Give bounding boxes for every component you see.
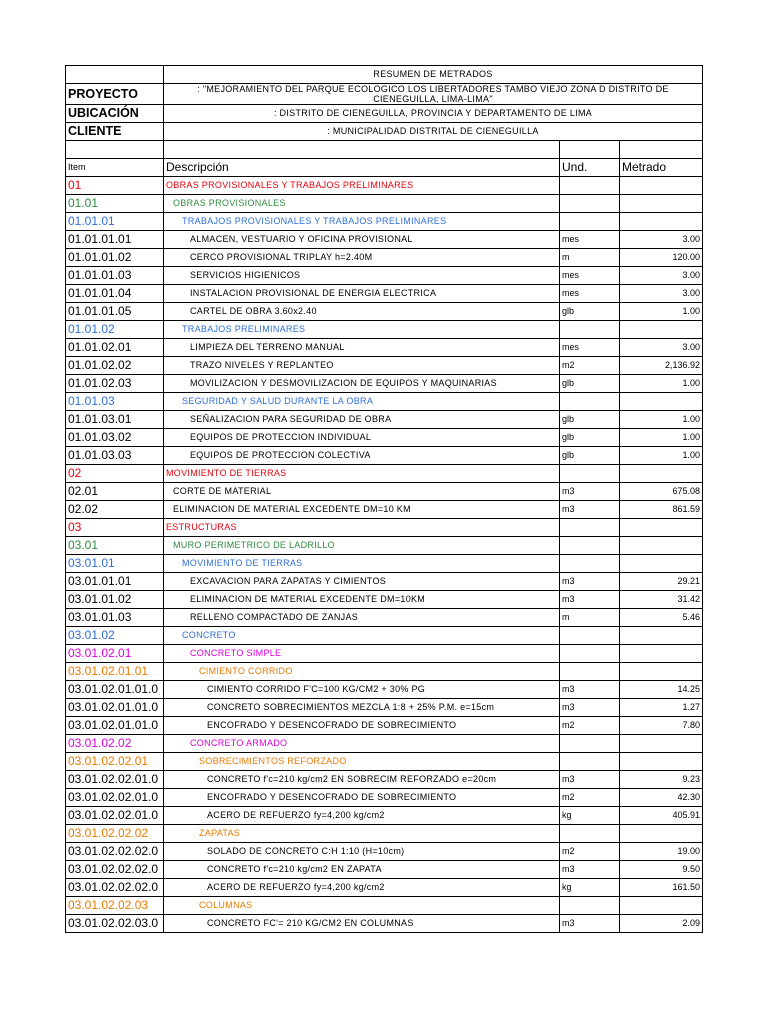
item-unit: [560, 825, 620, 843]
item-description: MURO PERIMETRICO DE LADRILLO: [164, 537, 560, 555]
item-description: COLUMNAS: [164, 897, 560, 915]
item-code: 03.01.02.01.01.0: [66, 681, 164, 699]
item-description: INSTALACION PROVISIONAL DE ENERGIA ELECTRICA: [164, 285, 560, 303]
item-code: 03.01: [66, 537, 164, 555]
table-row: [66, 195, 703, 213]
spacer-row: [66, 141, 703, 159]
item-metrado: 120.00: [620, 249, 703, 267]
proyecto-row: [66, 84, 703, 105]
item-metrado: 1.00: [620, 411, 703, 429]
item-code: 03.01.01.02: [66, 591, 164, 609]
item-description: SOLADO DE CONCRETO C:H 1:10 (H=10cm): [164, 843, 560, 861]
column-header-row: [66, 159, 703, 177]
item-code: 01.01.02.01: [66, 339, 164, 357]
item-metrado: 3.00: [620, 285, 703, 303]
item-metrado: 1.27: [620, 699, 703, 717]
item-unit: m3: [560, 699, 620, 717]
item-description: RELLENO COMPACTADO DE ZANJAS: [164, 609, 560, 627]
table-row: [66, 285, 703, 303]
table-row: [66, 393, 703, 411]
item-metrado: 5.46: [620, 609, 703, 627]
item-unit: mes: [560, 267, 620, 285]
item-code: 03.01.01: [66, 555, 164, 573]
item-code: 03.01.02.01.01: [66, 663, 164, 681]
table-row: [66, 699, 703, 717]
item-description: CONCRETO ARMADO: [164, 735, 560, 753]
item-description: CONCRETO FC'= 210 KG/CM2 EN COLUMNAS: [164, 915, 560, 933]
table-row: [66, 645, 703, 663]
item-code: 03.01.02.02: [66, 735, 164, 753]
item-code: 02: [66, 465, 164, 483]
item-code: 03.01.02.02.02.0: [66, 861, 164, 879]
item-metrado: 3.00: [620, 267, 703, 285]
item-unit: m2: [560, 789, 620, 807]
table-row: [66, 771, 703, 789]
item-description: CIMIENTO CORRIDO: [164, 663, 560, 681]
table-row: [66, 897, 703, 915]
item-code: 02.01: [66, 483, 164, 501]
table-row: [66, 519, 703, 537]
item-code: 01.01.03.03: [66, 447, 164, 465]
item-description: CERCO PROVISIONAL TRIPLAY h=2.40M: [164, 249, 560, 267]
table-row: [66, 339, 703, 357]
item-metrado: [620, 897, 703, 915]
table-row: [66, 177, 703, 195]
item-description: ZAPATAS: [164, 825, 560, 843]
item-metrado: [620, 627, 703, 645]
item-description: CORTE DE MATERIAL: [164, 483, 560, 501]
item-code: 01.01.01.05: [66, 303, 164, 321]
item-description: TRABAJOS PRELIMINARES: [164, 321, 560, 339]
item-metrado: 675.08: [620, 483, 703, 501]
item-metrado: [620, 195, 703, 213]
item-description: SEGURIDAD Y SALUD DURANTE LA OBRA: [164, 393, 560, 411]
item-code: 01.01.03: [66, 393, 164, 411]
item-code: 02.02: [66, 501, 164, 519]
item-unit: m2: [560, 717, 620, 735]
item-code: 03.01.02.02.01.0: [66, 807, 164, 825]
item-code: 01.01.02.02: [66, 357, 164, 375]
col-metrado-header: Metrado: [620, 159, 703, 177]
item-code: 01.01.01.02: [66, 249, 164, 267]
item-description: EQUIPOS DE PROTECCION INDIVIDUAL: [164, 429, 560, 447]
table-row: [66, 681, 703, 699]
item-code: 03.01.02.01.01.0: [66, 717, 164, 735]
table-row: [66, 789, 703, 807]
item-description: CONCRETO SIMPLE: [164, 645, 560, 663]
item-unit: glb: [560, 447, 620, 465]
item-code: 03.01.02.02.01.0: [66, 771, 164, 789]
item-unit: [560, 537, 620, 555]
table-row: [66, 591, 703, 609]
item-unit: glb: [560, 429, 620, 447]
table-row: [66, 213, 703, 231]
metrados-table: [65, 65, 703, 933]
item-code: 03.01.02: [66, 627, 164, 645]
item-metrado: [620, 393, 703, 411]
item-description: CONCRETO SOBRECIMIENTOS MEZCLA 1:8 + 25% P.M. e=15cm: [164, 699, 560, 717]
item-metrado: 2,136.92: [620, 357, 703, 375]
item-metrado: [620, 537, 703, 555]
item-code: 03.01.02.02.01.0: [66, 789, 164, 807]
item-unit: m2: [560, 843, 620, 861]
item-unit: m3: [560, 681, 620, 699]
item-unit: [560, 465, 620, 483]
item-code: 03.01.02.01.01.0: [66, 699, 164, 717]
proyecto-label: PROYECTO: [66, 84, 164, 105]
item-description: SERVICIOS HIGIENICOS: [164, 267, 560, 285]
item-code: 01.01.01.03: [66, 267, 164, 285]
item-metrado: 42.30: [620, 789, 703, 807]
item-metrado: 7.80: [620, 717, 703, 735]
table-row: [66, 717, 703, 735]
item-code: 03.01.02.02.03: [66, 897, 164, 915]
item-unit: [560, 645, 620, 663]
item-unit: [560, 321, 620, 339]
item-description: TRAZO NIVELES Y REPLANTEO: [164, 357, 560, 375]
item-unit: m: [560, 249, 620, 267]
item-unit: [560, 195, 620, 213]
cliente-label: CLIENTE: [66, 123, 164, 141]
item-unit: m3: [560, 501, 620, 519]
item-metrado: [620, 213, 703, 231]
title-row: [66, 66, 703, 84]
table-row: [66, 555, 703, 573]
item-metrado: 9.23: [620, 771, 703, 789]
item-metrado: [620, 663, 703, 681]
item-description: CONCRETO f'c=210 kg/cm2 EN ZAPATA: [164, 861, 560, 879]
ubicacion-label: UBICACIÓN: [66, 105, 164, 123]
cliente-row: [66, 123, 703, 141]
item-unit: [560, 753, 620, 771]
item-description: ENCOFRADO Y DESENCOFRADO DE SOBRECIMIENTO: [164, 717, 560, 735]
item-description: ACERO DE REFUERZO fy=4,200 kg/cm2: [164, 879, 560, 897]
item-description: CIMIENTO CORRIDO F'C=100 KG/CM2 + 30% PG: [164, 681, 560, 699]
item-metrado: 861.59: [620, 501, 703, 519]
col-descripcion-header: Descripción: [164, 159, 560, 177]
item-description: CONCRETO f'c=210 kg/cm2 EN SOBRECIM REFORZADO e=20cm: [164, 771, 560, 789]
title-blank-cell: [66, 66, 164, 84]
item-metrado: 1.00: [620, 375, 703, 393]
item-description: ELIMINACION DE MATERIAL EXCEDENTE DM=10KM: [164, 591, 560, 609]
item-code: 01: [66, 177, 164, 195]
item-metrado: [620, 555, 703, 573]
item-description: SEÑALIZACION PARA SEGURIDAD DE OBRA: [164, 411, 560, 429]
table-row: [66, 321, 703, 339]
item-description: MOVILIZACION Y DESMOVILIZACION DE EQUIPOS Y MAQUINARIAS: [164, 375, 560, 393]
item-unit: mes: [560, 285, 620, 303]
table-row: [66, 915, 703, 933]
item-unit: [560, 897, 620, 915]
item-description: MOVIMIENTO DE TIERRAS: [164, 465, 560, 483]
item-code: 03.01.01.03: [66, 609, 164, 627]
item-unit: glb: [560, 411, 620, 429]
item-code: 03.01.02.02.01: [66, 753, 164, 771]
item-unit: m3: [560, 861, 620, 879]
ubicacion-row: [66, 105, 703, 123]
table-row: [66, 411, 703, 429]
item-unit: mes: [560, 339, 620, 357]
item-unit: m3: [560, 483, 620, 501]
item-description: OBRAS PROVISIONALES: [164, 195, 560, 213]
item-unit: m3: [560, 771, 620, 789]
table-row: [66, 537, 703, 555]
table-row: [66, 573, 703, 591]
item-unit: mes: [560, 231, 620, 249]
item-unit: [560, 735, 620, 753]
item-metrado: 9.50: [620, 861, 703, 879]
item-code: 01.01: [66, 195, 164, 213]
item-code: 03.01.02.02.02.0: [66, 843, 164, 861]
item-unit: kg: [560, 807, 620, 825]
item-code: 03.01.02.01: [66, 645, 164, 663]
item-metrado: 2.09: [620, 915, 703, 933]
table-row: [66, 663, 703, 681]
item-unit: [560, 393, 620, 411]
item-metrado: 14.25: [620, 681, 703, 699]
item-code: 03.01.02.02.03.0: [66, 915, 164, 933]
cliente-value: : MUNICIPALIDAD DISTRITAL DE CIENEGUILLA: [164, 123, 703, 141]
item-code: 03.01.02.02.02: [66, 825, 164, 843]
item-code: 01.01.03.01: [66, 411, 164, 429]
col-item-header: Item: [66, 159, 164, 177]
table-row: [66, 861, 703, 879]
item-description: CARTEL DE OBRA 3.60x2.40: [164, 303, 560, 321]
table-row: [66, 753, 703, 771]
sheet-title: RESUMEN DE METRADOS: [164, 66, 703, 84]
table-row: [66, 735, 703, 753]
table-row: [66, 825, 703, 843]
table-row: [66, 843, 703, 861]
table-row: [66, 483, 703, 501]
table-row: [66, 447, 703, 465]
item-unit: [560, 519, 620, 537]
item-unit: m3: [560, 915, 620, 933]
item-unit: kg: [560, 879, 620, 897]
table-row: [66, 375, 703, 393]
item-metrado: [620, 735, 703, 753]
item-metrado: [620, 465, 703, 483]
item-metrado: 161.50: [620, 879, 703, 897]
table-row: [66, 231, 703, 249]
item-metrado: [620, 177, 703, 195]
item-description: TRABAJOS PROVISIONALES Y TRABAJOS PRELIMINARES: [164, 213, 560, 231]
item-unit: glb: [560, 375, 620, 393]
item-metrado: [620, 753, 703, 771]
item-code: 03: [66, 519, 164, 537]
item-metrado: 31.42: [620, 591, 703, 609]
item-unit: [560, 627, 620, 645]
item-code: 01.01.03.02: [66, 429, 164, 447]
item-metrado: 1.00: [620, 429, 703, 447]
table-row: [66, 429, 703, 447]
item-description: EXCAVACION PARA ZAPATAS Y CIMIENTOS: [164, 573, 560, 591]
item-unit: m3: [560, 591, 620, 609]
item-description: ENCOFRADO Y DESENCOFRADO DE SOBRECIMIENTO: [164, 789, 560, 807]
item-metrado: 1.00: [620, 303, 703, 321]
table-row: [66, 303, 703, 321]
item-description: CONCRETO: [164, 627, 560, 645]
item-unit: m3: [560, 573, 620, 591]
item-metrado: [620, 321, 703, 339]
item-unit: m: [560, 609, 620, 627]
item-description: ACERO DE REFUERZO fy=4,200 kg/cm2: [164, 807, 560, 825]
item-unit: [560, 177, 620, 195]
item-description: ALMACEN, VESTUARIO Y OFICINA PROVISIONAL: [164, 231, 560, 249]
table-row: [66, 807, 703, 825]
table-row: [66, 609, 703, 627]
ubicacion-value: : DISTRITO DE CIENEGUILLA, PROVINCIA Y DEPARTAMENTO DE LIMA: [164, 105, 703, 123]
item-metrado: [620, 825, 703, 843]
item-metrado: 29.21: [620, 573, 703, 591]
item-code: 01.01.01.01: [66, 231, 164, 249]
table-row: [66, 249, 703, 267]
item-unit: glb: [560, 303, 620, 321]
item-metrado: 19.00: [620, 843, 703, 861]
item-code: 03.01.01.01: [66, 573, 164, 591]
item-description: OBRAS PROVISIONALES Y TRABAJOS PRELIMINARES: [164, 177, 560, 195]
item-metrado: 1.00: [620, 447, 703, 465]
table-row: [66, 465, 703, 483]
item-description: EQUIPOS DE PROTECCION COLECTIVA: [164, 447, 560, 465]
item-metrado: [620, 645, 703, 663]
item-code: 01.01.01.04: [66, 285, 164, 303]
item-metrado: 3.00: [620, 339, 703, 357]
item-unit: [560, 555, 620, 573]
item-code: 03.01.02.02.02.0: [66, 879, 164, 897]
table-row: [66, 501, 703, 519]
table-row: [66, 627, 703, 645]
item-code: 01.01.02.03: [66, 375, 164, 393]
table-row: [66, 267, 703, 285]
item-metrado: 405.91: [620, 807, 703, 825]
item-metrado: [620, 519, 703, 537]
item-description: MOVIMIENTO DE TIERRAS: [164, 555, 560, 573]
proyecto-value: : "MEJORAMIENTO DEL PARQUE ECOLOGICO LOS LIBERTADORES TAMBO VIEJO ZONA D DISTRITO DE CIENEGUILLA, LIMA-LIMA": [164, 84, 703, 105]
item-unit: [560, 663, 620, 681]
col-und-header: Und.: [560, 159, 620, 177]
item-description: ELIMINACION DE MATERIAL EXCEDENTE DM=10 KM: [164, 501, 560, 519]
table-row: [66, 879, 703, 897]
item-description: ESTRUCTURAS: [164, 519, 560, 537]
table-row: [66, 357, 703, 375]
item-code: 01.01.02: [66, 321, 164, 339]
item-description: SOBRECIMIENTOS REFORZADO: [164, 753, 560, 771]
item-unit: m2: [560, 357, 620, 375]
item-unit: [560, 213, 620, 231]
item-metrado: 3.00: [620, 231, 703, 249]
item-code: 01.01.01: [66, 213, 164, 231]
item-description: LIMPIEZA DEL TERRENO MANUAL: [164, 339, 560, 357]
